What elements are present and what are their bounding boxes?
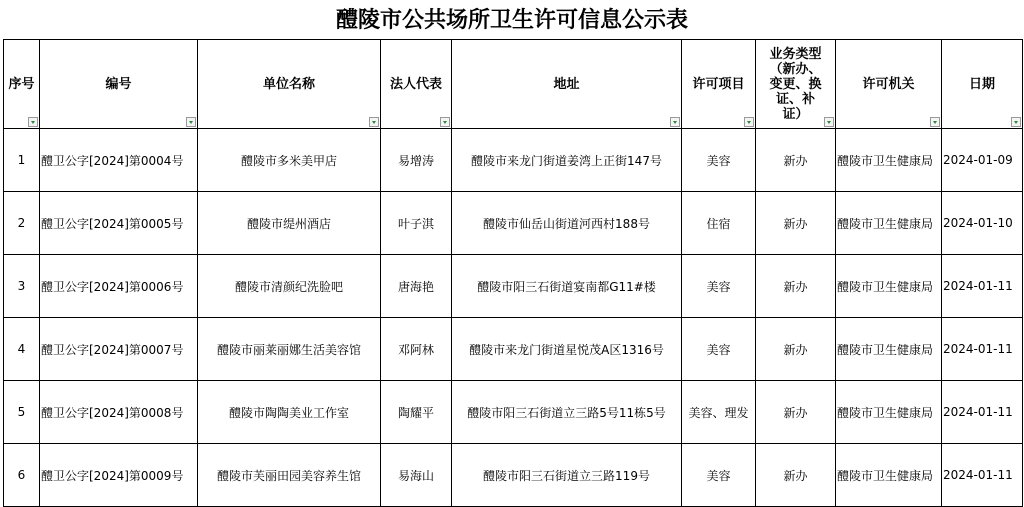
cell-unit-name: 醴陵市陶陶美业工作室 — [198, 381, 381, 444]
cell-index: 3 — [4, 255, 40, 318]
filter-dropdown-icon[interactable] — [28, 117, 38, 127]
cell-index: 4 — [4, 318, 40, 381]
cell-authority: 醴陵市卫生健康局 — [836, 255, 942, 318]
cell-index: 1 — [4, 129, 40, 192]
table-row — [4, 444, 1023, 507]
col-header-permit-item: 许可项目 — [682, 40, 756, 129]
col-header-business-type: 业务类型 （新办、 变更、换 证、补 证） — [756, 40, 836, 129]
filter-dropdown-icon[interactable] — [369, 117, 379, 127]
col-header-unit-name: 单位名称 — [198, 40, 381, 129]
cell-legal-rep: 叶子淇 — [381, 192, 452, 255]
filter-dropdown-icon[interactable] — [824, 117, 834, 127]
cell-date: 2024-01-09 — [942, 129, 1023, 192]
filter-dropdown-icon[interactable] — [744, 117, 754, 127]
cell-address: 醴陵市仙岳山街道河西村188号 — [452, 192, 682, 255]
cell-date: 2024-01-10 — [942, 192, 1023, 255]
cell-address: 醴陵市阳三石街道立三路5号11栋5号 — [452, 381, 682, 444]
table-row — [4, 318, 1023, 381]
cell-code: 醴卫公字[2024]第0007号 — [40, 318, 198, 381]
cell-index: 5 — [4, 381, 40, 444]
cell-authority: 醴陵市卫生健康局 — [836, 318, 942, 381]
filter-dropdown-icon[interactable] — [1011, 117, 1021, 127]
sheet-title: 醴陵市公共场所卫生许可信息公示表 — [335, 7, 688, 33]
cell-legal-rep: 易海山 — [381, 444, 452, 507]
cell-index: 2 — [4, 192, 40, 255]
cell-permit-item: 美容 — [682, 255, 756, 318]
cell-unit-name: 醴陵市芙丽田园美容养生馆 — [198, 444, 381, 507]
cell-business-type: 新办 — [756, 444, 836, 507]
col-header-date: 日期 — [942, 40, 1023, 129]
table-row — [4, 381, 1023, 444]
filter-dropdown-icon[interactable] — [670, 117, 680, 127]
filter-dropdown-icon[interactable] — [440, 117, 450, 127]
cell-legal-rep: 陶耀平 — [381, 381, 452, 444]
cell-business-type: 新办 — [756, 381, 836, 444]
filter-dropdown-icon[interactable] — [186, 117, 196, 127]
cell-code: 醴卫公字[2024]第0008号 — [40, 381, 198, 444]
cell-business-type: 新办 — [756, 255, 836, 318]
cell-index: 6 — [4, 444, 40, 507]
table-row — [4, 192, 1023, 255]
table-row — [4, 255, 1023, 318]
cell-authority: 醴陵市卫生健康局 — [836, 192, 942, 255]
cell-business-type: 新办 — [756, 129, 836, 192]
col-header-address: 地址 — [452, 40, 682, 129]
cell-date: 2024-01-11 — [942, 444, 1023, 507]
cell-date: 2024-01-11 — [942, 255, 1023, 318]
cell-business-type: 新办 — [756, 318, 836, 381]
cell-authority: 醴陵市卫生健康局 — [836, 129, 942, 192]
cell-address: 醴陵市阳三石街道宴南都G11#楼 — [452, 255, 682, 318]
cell-unit-name: 醴陵市缇州酒店 — [198, 192, 381, 255]
table-row — [4, 129, 1023, 192]
col-header-legal-rep: 法人代表 — [381, 40, 452, 129]
cell-authority: 醴陵市卫生健康局 — [836, 444, 942, 507]
cell-code: 醴卫公字[2024]第0004号 — [40, 129, 198, 192]
cell-date: 2024-01-11 — [942, 318, 1023, 381]
cell-permit-item: 美容 — [682, 318, 756, 381]
cell-legal-rep: 易增涛 — [381, 129, 452, 192]
col-header-index: 序号 — [4, 40, 40, 129]
cell-address: 醴陵市阳三石街道立三路119号 — [452, 444, 682, 507]
filter-dropdown-icon[interactable] — [930, 117, 940, 127]
cell-authority: 醴陵市卫生健康局 — [836, 381, 942, 444]
cell-permit-item: 美容 — [682, 444, 756, 507]
cell-permit-item: 住宿 — [682, 192, 756, 255]
cell-code: 醴卫公字[2024]第0006号 — [40, 255, 198, 318]
cell-date: 2024-01-11 — [942, 381, 1023, 444]
cell-address: 醴陵市来龙门街道星悦茂A区1316号 — [452, 318, 682, 381]
cell-code: 醴卫公字[2024]第0005号 — [40, 192, 198, 255]
cell-legal-rep: 邓阿林 — [381, 318, 452, 381]
header-row — [4, 40, 1023, 129]
cell-code: 醴卫公字[2024]第0009号 — [40, 444, 198, 507]
cell-legal-rep: 唐海艳 — [381, 255, 452, 318]
col-header-authority: 许可机关 — [836, 40, 942, 129]
cell-address: 醴陵市来龙门街道姜湾上正街147号 — [452, 129, 682, 192]
cell-unit-name: 醴陵市多米美甲店 — [198, 129, 381, 192]
permit-table — [3, 39, 1023, 507]
cell-permit-item: 美容 — [682, 129, 756, 192]
cell-unit-name: 醴陵市丽莱丽娜生活美容馆 — [198, 318, 381, 381]
cell-permit-item: 美容、理发 — [682, 381, 756, 444]
col-header-code: 编号 — [40, 40, 198, 129]
cell-unit-name: 醴陵市清颜纪洗脸吧 — [198, 255, 381, 318]
cell-business-type: 新办 — [756, 192, 836, 255]
